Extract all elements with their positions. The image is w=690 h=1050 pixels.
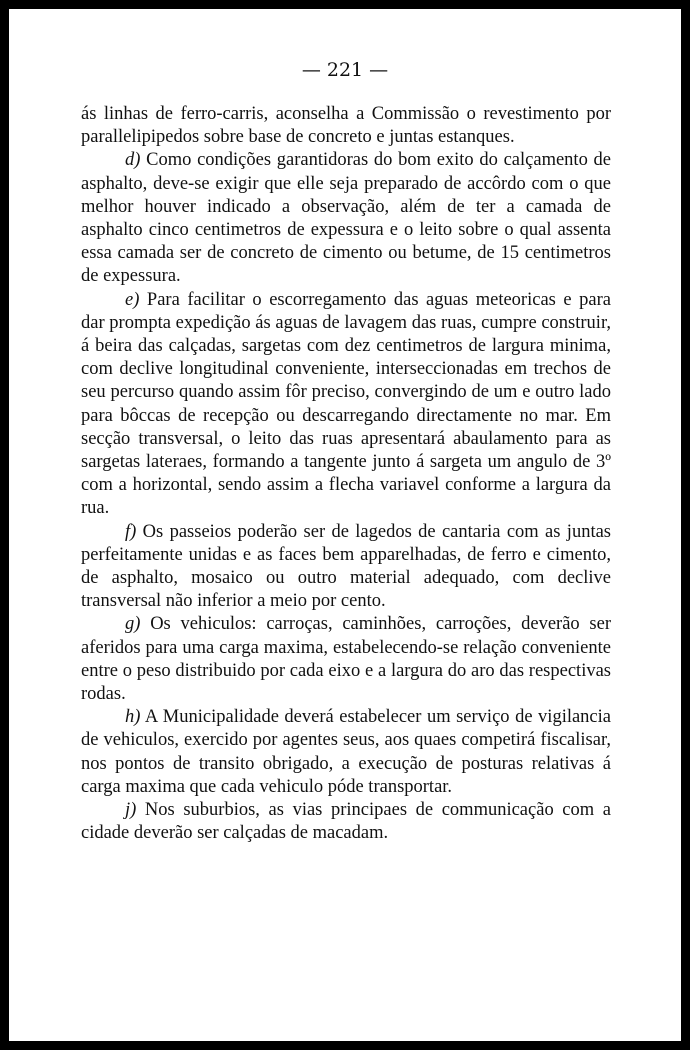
paragraph-text: Os passeios poderão ser de lagedos de cantaria com as juntas perfeitamente unidas e as faces bem apparelhadas, de ferro e cimento, de asphalto, mosaico ou outro material adequado, com declive transversal não inferior a meio por cento.	[81, 521, 611, 612]
paragraph-text: Para facilitar o escorregamento das aguas meteoricas e para dar prompta expedição ás aguas de lavagem das ruas, cumpre construir, á beira das calçadas, sargetas com dez centimetros de largura minima, com declive longitudinal conveniente, interseccionadas em trechos de seu percurso quando assim fôr preciso, convergindo de um e outro lado para bôccas de recepção ou descarregando directamente no mar. Em secção transversal, o leito das ruas apresentará abaulamento para as sargetas lateraes, formando a tangente junto á sargeta um angulo de 3º com a horizontal, sendo assim a flecha variavel conforme a largura da rua.	[81, 289, 611, 519]
paragraph-label: j)	[125, 800, 137, 821]
paragraph-text: Os vehiculos: carroças, caminhões, carroções, deverão ser aferidos para uma carga maxima, estabelecendo-se relação conveniente entre o peso distribuido por cada eixo e a largura do aro das respectivas rodas.	[81, 614, 611, 705]
paragraph-label: e)	[125, 289, 140, 310]
paragraph-label: h)	[125, 707, 141, 728]
paragraph-text: A Municipalidade deverá estabelecer um serviço de vigilancia de vehiculos, exercido por agentes seus, aos quaes competirá fiscalisar, nos pontos de transito obrigado, a execução de posturas relativas á carga maxima que cada vehiculo póde transportar.	[81, 707, 611, 797]
paragraph-continuation	[81, 103, 611, 149]
paragraph-label: g)	[125, 614, 141, 635]
paragraph-label: f)	[125, 521, 137, 542]
paragraph-e	[81, 289, 611, 521]
paragraph-label: d)	[125, 150, 141, 171]
paragraph-g	[81, 613, 611, 706]
paragraph-text: Nos suburbios, as vias principaes de communicação com a cidade deverão ser calçadas de macadam.	[81, 800, 611, 844]
book-page	[9, 9, 681, 1041]
paragraph-f	[81, 521, 611, 614]
paragraph-j	[81, 799, 611, 845]
paragraph-text: Como condições garantidoras do bom exito do calçamento de asphalto, deve-se exigir que elle seja preparado de accôrdo com o que melhor houver indicado a observação, além de ter a camada de asphalto cinco centimetros de expessura e o leito sobre o qual assenta essa camada ser de concreto de cimento ou betume, de 15 centimetros de expessura.	[81, 150, 611, 287]
paragraph-text: ás linhas de ferro-carris, aconselha a Commissão o revestimento por parallelipipedos sobre base de concreto e juntas estanques.	[81, 104, 611, 148]
body-text	[81, 103, 611, 846]
page-number: — 221 —	[301, 59, 389, 81]
paragraph-d	[81, 149, 611, 288]
paragraph-h	[81, 706, 611, 799]
